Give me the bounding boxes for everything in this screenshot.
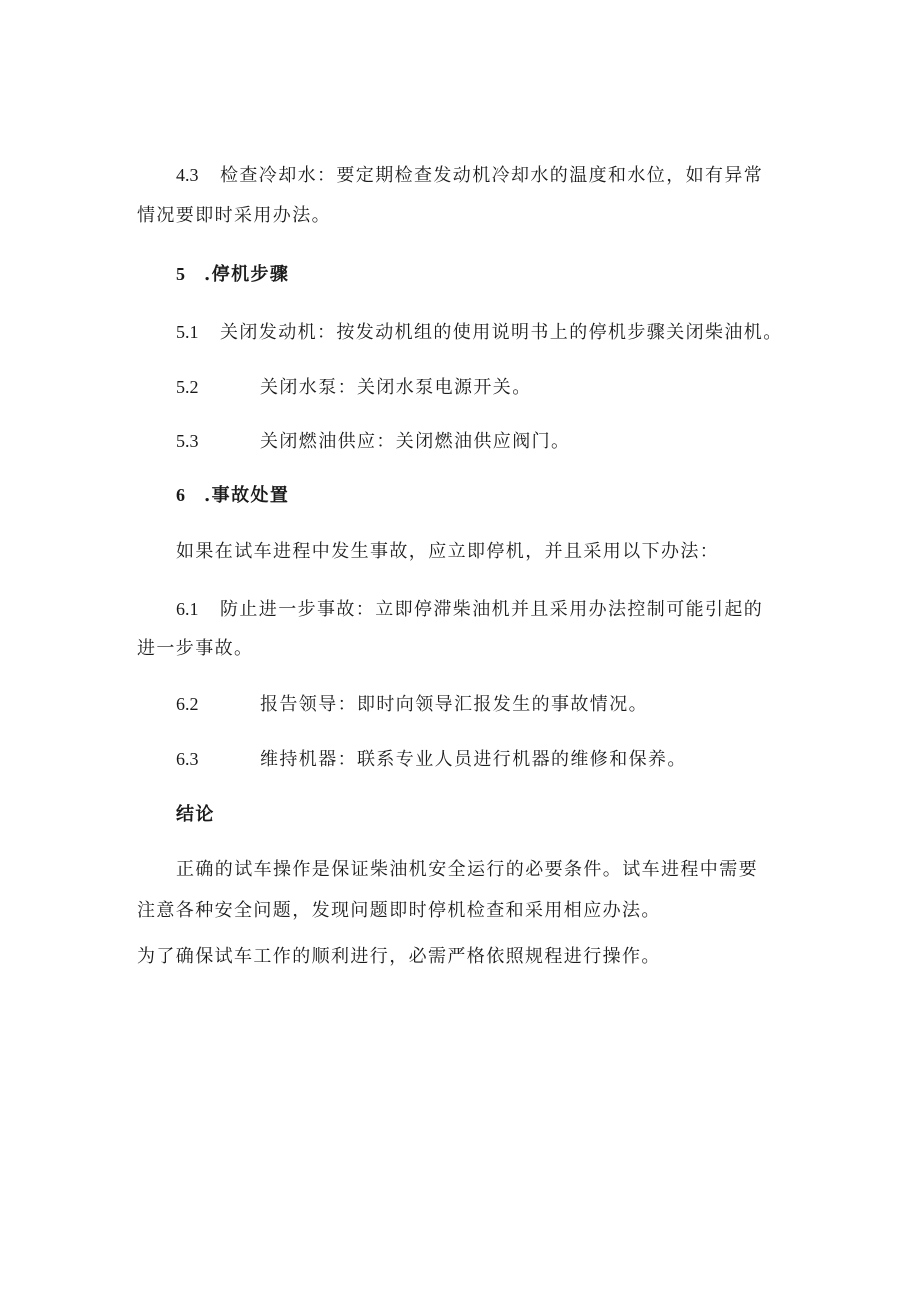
section-5-3 (176, 429, 570, 454)
paragraph-text: 为了确保试车工作的顺利进行，必需严格依照规程进行操作。 (137, 946, 661, 967)
section-6-intro (176, 540, 719, 564)
section-number: 4.3 (176, 165, 199, 185)
conclusion-line-1 (176, 858, 758, 882)
section-number: 5.1 (176, 322, 199, 342)
section-6-3 (176, 747, 687, 772)
paragraph-text: 如果在试车进程中发生事故，应立即停机，并且采用以下办法： (176, 541, 720, 562)
section-number: 6.3 (176, 749, 199, 769)
conclusion-line-2 (137, 899, 661, 923)
section-text: 情况要即时采用办法。 (137, 205, 331, 226)
section-number: 6.2 (176, 694, 199, 714)
section-6-1-line-2 (137, 637, 253, 661)
conclusion-heading (176, 803, 215, 827)
section-5-1 (176, 320, 783, 345)
heading-title: 结论 (176, 804, 215, 825)
section-text: 维持机器：联系专业人员进行机器的维修和保养。 (260, 749, 687, 770)
section-text: 关闭燃油供应：关闭燃油供应阀门。 (260, 431, 571, 452)
section-number: 5.3 (176, 431, 199, 451)
section-5-2 (176, 375, 532, 400)
paragraph-text: 注意各种安全问题，发现问题即时停机检查和采用相应办法。 (137, 900, 661, 921)
heading-6 (176, 483, 289, 508)
conclusion-line-3 (137, 945, 661, 969)
section-number: 5.2 (176, 377, 199, 397)
section-text: 检查冷却水：要定期检查发动机冷却水的温度和水位，如有异常 (220, 165, 764, 186)
heading-number: 5 (176, 264, 185, 284)
section-6-1-line-1 (176, 597, 763, 622)
heading-title: .事故处置 (204, 485, 290, 506)
heading-number: 6 (176, 485, 185, 505)
section-number: 6.1 (176, 599, 199, 619)
section-text: 进一步事故。 (137, 638, 254, 659)
section-4-3-line-2 (137, 204, 331, 228)
section-text: 防止进一步事故：立即停滞柴油机并且采用办法控制可能引起的 (220, 599, 764, 620)
section-4-3-line-1 (176, 163, 763, 188)
heading-5 (176, 262, 289, 287)
section-6-2 (176, 692, 648, 717)
paragraph-text: 正确的试车操作是保证柴油机安全运行的必要条件。试车进程中需要 (176, 859, 758, 880)
heading-title: .停机步骤 (204, 264, 290, 285)
section-text: 关闭水泵：关闭水泵电源开关。 (260, 377, 532, 398)
section-text: 报告领导：即时向领导汇报发生的事故情况。 (260, 694, 648, 715)
section-text: 关闭发动机：按发动机组的使用说明书上的停机步骤关闭柴油机。 (220, 322, 783, 343)
